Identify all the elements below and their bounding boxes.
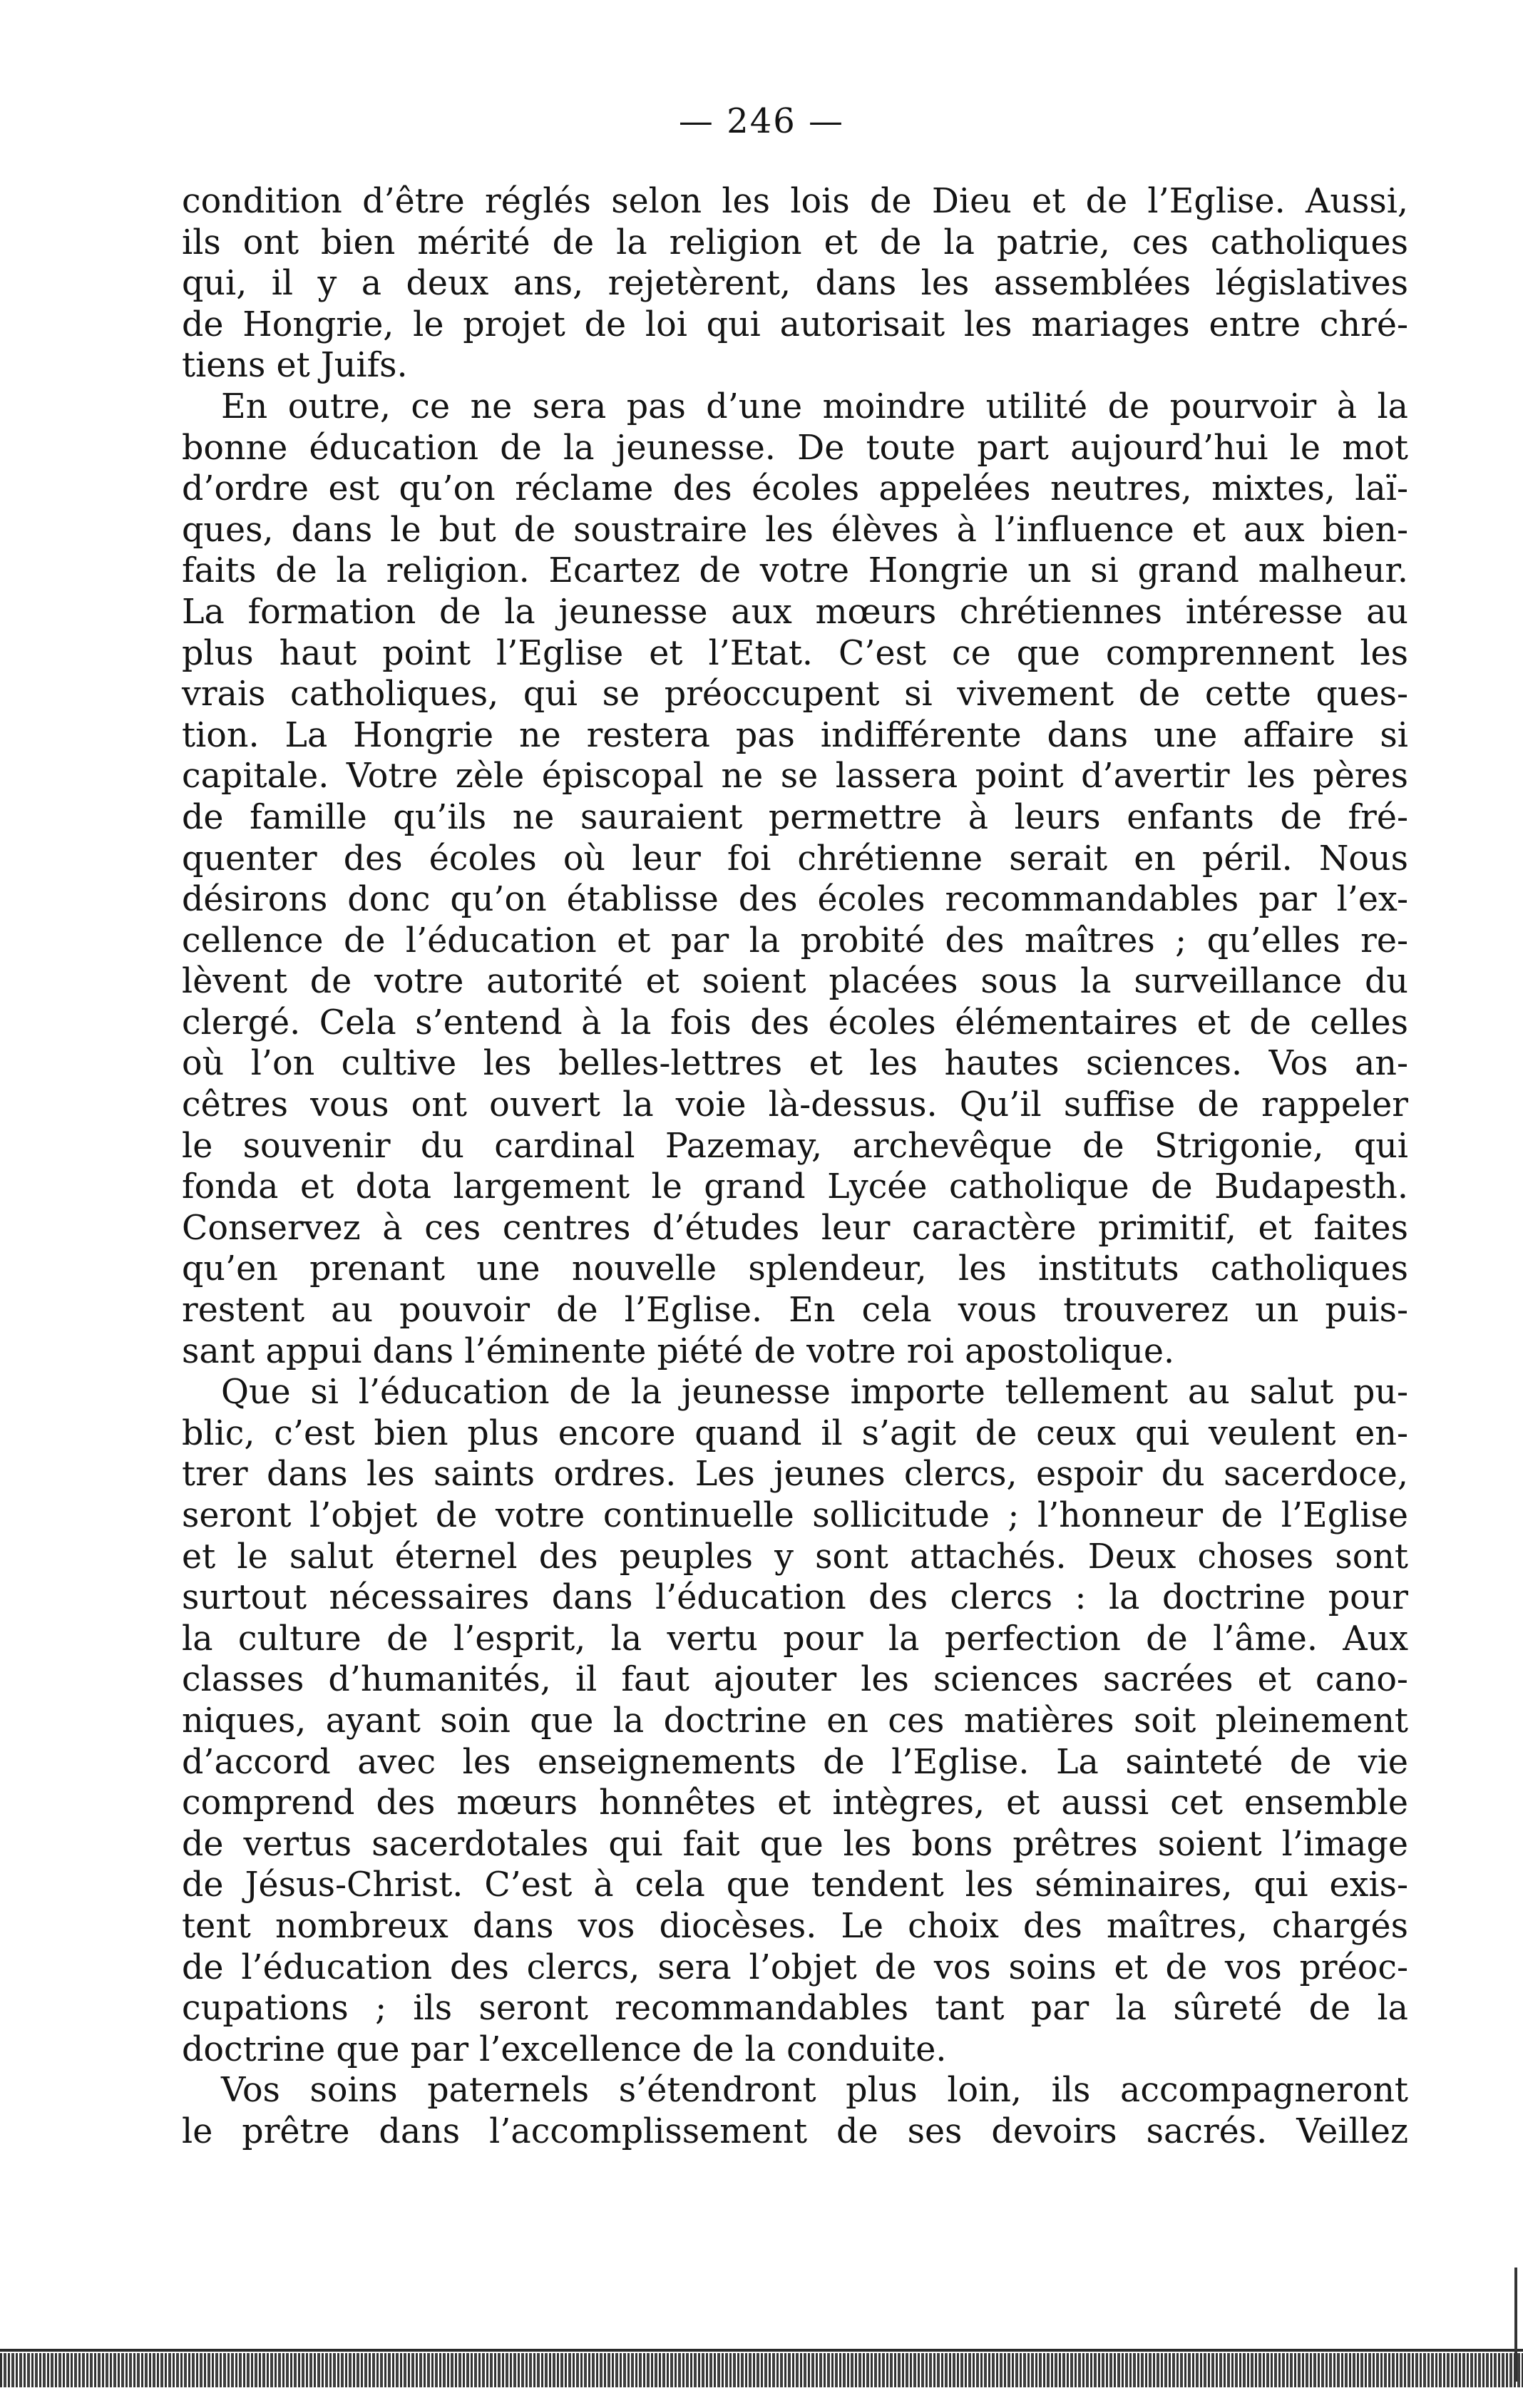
text-line: ils ont bien mérité de la religion et de la patrie, ces catholiques bbox=[182, 222, 1408, 262]
text-line: clergé. Cela s’entend à la fois des écoles élémentaires et de celles bbox=[182, 1003, 1408, 1042]
bottom-scan-border-line bbox=[0, 2349, 1523, 2352]
body-text bbox=[182, 181, 1408, 2153]
text-line: d’ordre est qu’on réclame des écoles appelées neutres, mixtes, laï- bbox=[182, 469, 1408, 509]
text-line: cupations ; ils seront recommandables tant par la sûreté de la bbox=[182, 1989, 1408, 2029]
paragraph bbox=[182, 181, 1408, 386]
text-line: seront l’objet de votre continuelle sollicitude ; l’honneur de l’Eglise bbox=[182, 1496, 1408, 1535]
text-line: doctrine que par l’excellence de la conduite. bbox=[182, 2029, 947, 2069]
text-line: cêtres vous ont ouvert la voie là-dessus. Qu’il suffise de rappeler bbox=[182, 1085, 1408, 1125]
text-line: le prêtre dans l’accomplissement de ses devoirs sacrés. Veillez bbox=[182, 2111, 1408, 2151]
text-line: cellence de l’éducation et par la probité des maîtres ; qu’elles re- bbox=[182, 921, 1408, 960]
text-line: la culture de l’esprit, la vertu pour la perfection de l’âme. Aux bbox=[182, 1619, 1408, 1659]
paragraph bbox=[182, 2070, 1408, 2152]
text-line: faits de la religion. Ecartez de votre Hongrie un si grand malheur. bbox=[182, 551, 1408, 591]
text-line: de Hongrie, le projet de loi qui autorisait les mariages entre chré- bbox=[182, 304, 1408, 344]
text-line: tion. La Hongrie ne restera pas indifférente dans une affaire si bbox=[182, 715, 1408, 755]
right-edge-scan-mark bbox=[1514, 2268, 1517, 2382]
text-line: tiens et Juifs. bbox=[182, 346, 408, 386]
text-line: ques, dans le but de soustraire les élèves à l’influence et aux bien- bbox=[182, 510, 1408, 550]
text-line: classes d’humanités, il faut ajouter les sciences sacrées et cano- bbox=[182, 1660, 1408, 1700]
text-line: surtout nécessaires dans l’éducation des clercs : la doctrine pour bbox=[182, 1578, 1408, 1618]
text-line: lèvent de votre autorité et soient placées sous la surveillance du bbox=[182, 962, 1408, 1002]
text-line: d’accord avec les enseignements de l’Eglise. La sainteté de vie bbox=[182, 1742, 1408, 1782]
text-line: La formation de la jeunesse aux mœurs chrétiennes intéresse au bbox=[182, 592, 1408, 632]
text-line: blic, c’est bien plus encore quand il s’agit de ceux qui veulent en- bbox=[182, 1413, 1408, 1453]
text-line: qui, il y a deux ans, rejetèrent, dans les assemblées législatives bbox=[182, 264, 1408, 304]
text-line: bonne éducation de la jeunesse. De toute part aujourd’hui le mot bbox=[182, 428, 1408, 468]
text-line: Conservez à ces centres d’études leur caractère primitif, et faites bbox=[182, 1208, 1408, 1248]
paragraph bbox=[182, 386, 1408, 1372]
text-line: sant appui dans l’éminente piété de votre roi apostolique. bbox=[182, 1331, 1175, 1371]
text-line: de l’éducation des clercs, sera l’objet de vos soins et de vos préoc- bbox=[182, 1947, 1408, 1987]
text-line: où l’on cultive les belles-lettres et les hautes sciences. Vos an- bbox=[182, 1044, 1408, 1084]
text-line: capitale. Votre zèle épiscopal ne se lassera point d’avertir les pères bbox=[182, 757, 1408, 796]
text-line: qu’en prenant une nouvelle splendeur, les instituts catholiques bbox=[182, 1249, 1408, 1289]
text-line: de Jésus-Christ. C’est à cela que tendent les séminaires, qui exis- bbox=[182, 1865, 1408, 1905]
text-line: et le salut éternel des peuples y sont attachés. Deux choses sont bbox=[182, 1537, 1408, 1577]
text-line: quenter des écoles où leur foi chrétienne serait en péril. Nous bbox=[182, 839, 1408, 878]
text-line: vrais catholiques, qui se préoccupent si vivement de cette ques- bbox=[182, 675, 1408, 714]
text-line: En outre, ce ne sera pas d’une moindre utilité de pourvoir à la bbox=[221, 386, 1408, 426]
text-line: le souvenir du cardinal Pazemay, archevêque de Strigonie, qui bbox=[182, 1126, 1408, 1166]
paragraph bbox=[182, 1372, 1408, 2070]
text-line: Que si l’éducation de la jeunesse importe tellement au salut pu- bbox=[221, 1373, 1408, 1413]
text-line: restent au pouvoir de l’Eglise. En cela vous trouverez un puis- bbox=[182, 1291, 1408, 1331]
text-line: niques, ayant soin que la doctrine en ces matières soit pleinement bbox=[182, 1701, 1408, 1741]
text-line: fonda et dota largement le grand Lycée catholique de Budapesth. bbox=[182, 1167, 1408, 1207]
text-line: trer dans les saints ordres. Les jeunes clercs, espoir du sacerdoce, bbox=[182, 1455, 1408, 1495]
page-number: — 246 — bbox=[678, 101, 845, 141]
text-line: désirons donc qu’on établisse des écoles recommandables par l’ex- bbox=[182, 880, 1408, 920]
text-line: condition d’être réglés selon les lois de Dieu et de l’Eglise. Aussi, bbox=[182, 182, 1408, 221]
text-line: de vertus sacerdotales qui fait que les bons prêtres soient l’image bbox=[182, 1824, 1408, 1864]
text-line: plus haut point l’Eglise et l’Etat. C’est ce que comprennent les bbox=[182, 633, 1408, 673]
text-line: tent nombreux dans vos diocèses. Le choix des maîtres, chargés bbox=[182, 1906, 1408, 1946]
text-line: de famille qu’ils ne sauraient permettre à leurs enfants de fré- bbox=[182, 797, 1408, 837]
text-line: comprend des mœurs honnêtes et intègres, et aussi cet ensemble bbox=[182, 1783, 1408, 1823]
bottom-scan-border bbox=[0, 2353, 1523, 2387]
text-line: Vos soins paternels s’étendront plus loin, ils accompagneront bbox=[221, 2071, 1408, 2111]
